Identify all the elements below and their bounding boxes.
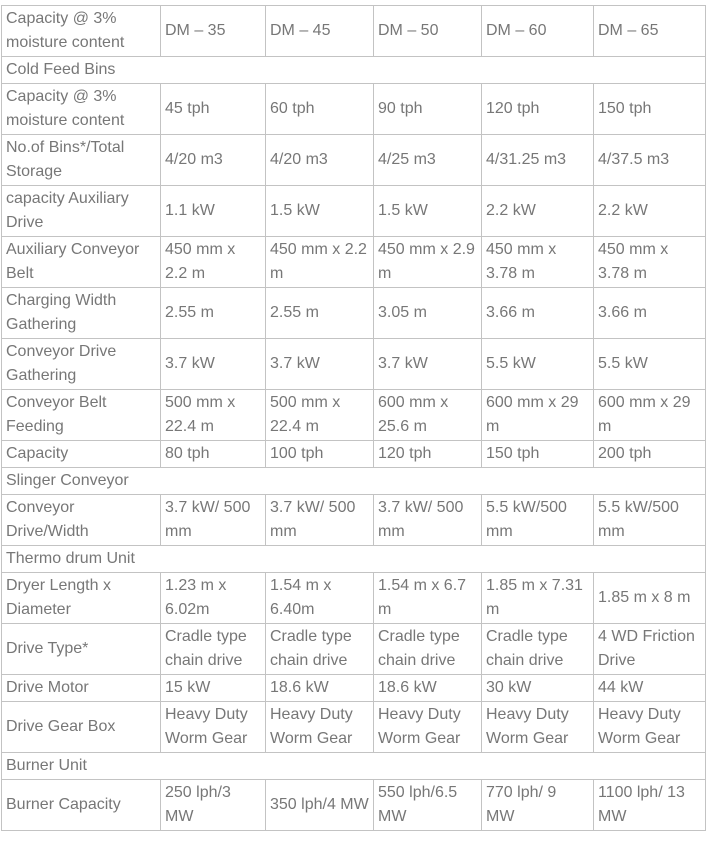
spec-value-cell: 2.55 m xyxy=(266,288,374,339)
model-name-cell: DM – 60 xyxy=(482,6,594,57)
section-label-cell: Burner Unit xyxy=(2,753,706,780)
specs-table-body xyxy=(2,6,706,831)
spec-value-cell: 200 tph xyxy=(594,441,706,468)
spec-row xyxy=(2,339,706,390)
spec-label-cell: Dryer Length x Diameter xyxy=(2,573,161,624)
spec-value-cell: 45 tph xyxy=(161,84,266,135)
spec-value-cell: 3.7 kW xyxy=(161,339,266,390)
spec-value-cell: 1.5 kW xyxy=(374,186,482,237)
spec-value-cell: 1.5 kW xyxy=(266,186,374,237)
spec-value-cell: 150 tph xyxy=(594,84,706,135)
spec-row xyxy=(2,441,706,468)
spec-value-cell: 450 mm x 3.78 m xyxy=(594,237,706,288)
spec-value-cell: 18.6 kW xyxy=(266,675,374,702)
spec-value-cell: 3.7 kW/ 500 mm xyxy=(374,495,482,546)
spec-value-cell: 120 tph xyxy=(374,441,482,468)
spec-value-cell: 5.5 kW xyxy=(482,339,594,390)
spec-value-cell: 450 mm x 3.78 m xyxy=(482,237,594,288)
spec-value-cell: 350 lph/4 MW xyxy=(266,780,374,831)
spec-value-cell: Heavy Duty Worm Gear xyxy=(482,702,594,753)
spec-row xyxy=(2,84,706,135)
spec-value-cell: Cradle type chain drive xyxy=(374,624,482,675)
spec-value-cell: 30 kW xyxy=(482,675,594,702)
spec-value-cell: 120 tph xyxy=(482,84,594,135)
spec-value-cell: 4/20 m3 xyxy=(161,135,266,186)
spec-row xyxy=(2,186,706,237)
spec-value-cell: 150 tph xyxy=(482,441,594,468)
spec-value-cell: 5.5 kW xyxy=(594,339,706,390)
spec-value-cell: 2.55 m xyxy=(161,288,266,339)
spec-value-cell: 3.66 m xyxy=(594,288,706,339)
spec-value-cell: 4/25 m3 xyxy=(374,135,482,186)
spec-value-cell: 600 mm x 29 m xyxy=(482,390,594,441)
spec-label-cell: Drive Gear Box xyxy=(2,702,161,753)
model-name-cell: DM – 50 xyxy=(374,6,482,57)
spec-value-cell: 450 mm x 2.9 m xyxy=(374,237,482,288)
spec-value-cell: 100 tph xyxy=(266,441,374,468)
spec-row xyxy=(2,288,706,339)
spec-value-cell: 500 mm x 22.4 m xyxy=(266,390,374,441)
spec-value-cell: 2.2 kW xyxy=(482,186,594,237)
section-row xyxy=(2,753,706,780)
spec-value-cell: 600 mm x 25.6 m xyxy=(374,390,482,441)
spec-value-cell: 3.7 kW xyxy=(374,339,482,390)
section-row xyxy=(2,546,706,573)
spec-label-cell: No.of Bins*/Total Storage xyxy=(2,135,161,186)
spec-value-cell: 1.54 m x 6.7 m xyxy=(374,573,482,624)
spec-value-cell: 450 mm x 2.2 m xyxy=(161,237,266,288)
spec-value-cell: 1.23 m x 6.02m xyxy=(161,573,266,624)
header-label-cell: Capacity @ 3% moisture content xyxy=(2,6,161,57)
spec-value-cell: 1.85 m x 7.31 m xyxy=(482,573,594,624)
spec-value-cell: 2.2 kW xyxy=(594,186,706,237)
spec-value-cell: Heavy Duty Worm Gear xyxy=(374,702,482,753)
spec-value-cell: 450 mm x 2.2 m xyxy=(266,237,374,288)
spec-label-cell: Conveyor Drive Gathering xyxy=(2,339,161,390)
section-label-cell: Thermo drum Unit xyxy=(2,546,706,573)
spec-row xyxy=(2,390,706,441)
section-row xyxy=(2,468,706,495)
spec-value-cell: 4/20 m3 xyxy=(266,135,374,186)
model-name-cell: DM – 35 xyxy=(161,6,266,57)
spec-value-cell: 44 kW xyxy=(594,675,706,702)
spec-value-cell: 3.66 m xyxy=(482,288,594,339)
spec-value-cell: 3.7 kW/ 500 mm xyxy=(266,495,374,546)
spec-value-cell: 18.6 kW xyxy=(374,675,482,702)
spec-value-cell: 4/31.25 m3 xyxy=(482,135,594,186)
spec-row xyxy=(2,675,706,702)
section-label-cell: Cold Feed Bins xyxy=(2,57,706,84)
spec-value-cell: 500 mm x 22.4 m xyxy=(161,390,266,441)
spec-value-cell: 3.05 m xyxy=(374,288,482,339)
spec-label-cell: Conveyor Belt Feeding xyxy=(2,390,161,441)
spec-value-cell: 250 lph/3 MW xyxy=(161,780,266,831)
spec-value-cell: 550 lph/6.5 MW xyxy=(374,780,482,831)
spec-value-cell: 60 tph xyxy=(266,84,374,135)
spec-row xyxy=(2,624,706,675)
spec-value-cell: 1.54 m x 6.40m xyxy=(266,573,374,624)
spec-row xyxy=(2,237,706,288)
spec-value-cell: 4 WD Friction Drive xyxy=(594,624,706,675)
spec-value-cell: 3.7 kW/ 500 mm xyxy=(161,495,266,546)
spec-label-cell: Capacity @ 3% moisture content xyxy=(2,84,161,135)
spec-label-cell: capacity Auxiliary Drive xyxy=(2,186,161,237)
spec-value-cell: 3.7 kW xyxy=(266,339,374,390)
spec-row xyxy=(2,780,706,831)
header-row xyxy=(2,6,706,57)
spec-label-cell: Capacity xyxy=(2,441,161,468)
spec-value-cell: Heavy Duty Worm Gear xyxy=(161,702,266,753)
specs-table xyxy=(1,5,706,831)
spec-value-cell: 90 tph xyxy=(374,84,482,135)
spec-value-cell: Cradle type chain drive xyxy=(482,624,594,675)
spec-value-cell: 770 lph/ 9 MW xyxy=(482,780,594,831)
section-row xyxy=(2,57,706,84)
spec-value-cell: Heavy Duty Worm Gear xyxy=(594,702,706,753)
spec-label-cell: Conveyor Drive/Width xyxy=(2,495,161,546)
spec-label-cell: Drive Motor xyxy=(2,675,161,702)
spec-row xyxy=(2,573,706,624)
spec-value-cell: 1.1 kW xyxy=(161,186,266,237)
spec-label-cell: Burner Capacity xyxy=(2,780,161,831)
spec-label-cell: Auxiliary Conveyor Belt xyxy=(2,237,161,288)
spec-row xyxy=(2,495,706,546)
spec-value-cell: Heavy Duty Worm Gear xyxy=(266,702,374,753)
spec-row xyxy=(2,702,706,753)
spec-value-cell: 4/37.5 m3 xyxy=(594,135,706,186)
model-name-cell: DM – 45 xyxy=(266,6,374,57)
section-label-cell: Slinger Conveyor xyxy=(2,468,706,495)
model-name-cell: DM – 65 xyxy=(594,6,706,57)
spec-value-cell: 600 mm x 29 m xyxy=(594,390,706,441)
spec-value-cell: 5.5 kW/500 mm xyxy=(482,495,594,546)
spec-value-cell: Cradle type chain drive xyxy=(161,624,266,675)
spec-label-cell: Drive Type* xyxy=(2,624,161,675)
spec-label-cell: Charging Width Gathering xyxy=(2,288,161,339)
spec-value-cell: 5.5 kW/500 mm xyxy=(594,495,706,546)
spec-value-cell: Cradle type chain drive xyxy=(266,624,374,675)
spec-value-cell: 80 tph xyxy=(161,441,266,468)
spec-value-cell: 15 kW xyxy=(161,675,266,702)
spec-value-cell: 1100 lph/ 13 MW xyxy=(594,780,706,831)
spec-row xyxy=(2,135,706,186)
spec-value-cell: 1.85 m x 8 m xyxy=(594,573,706,624)
